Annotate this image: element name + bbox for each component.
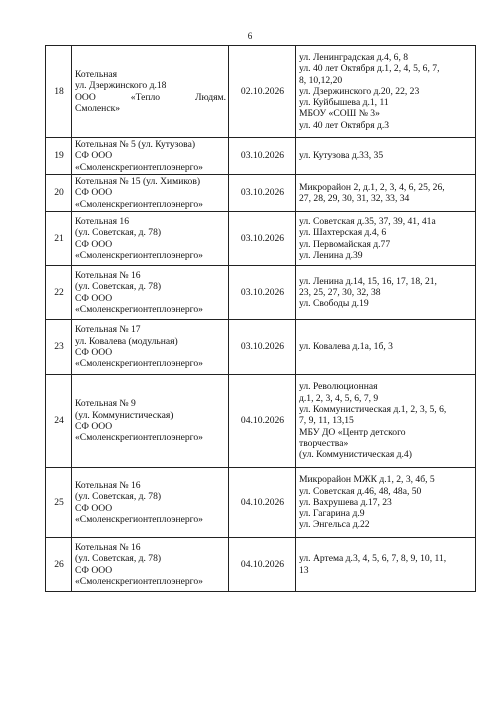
shutdown-date: 04.10.2026 [229, 375, 296, 468]
text-line: Котельная № 16 [75, 269, 141, 281]
shutdown-date: 02.10.2026 [229, 46, 296, 138]
table-row [46, 320, 476, 375]
row-number: 21 [46, 212, 72, 266]
text-line: ул. 40 лет Октября д.3 [299, 119, 390, 131]
text-line: 7, 9, 11, 13,15 [299, 415, 354, 427]
row-number: 25 [46, 468, 72, 538]
row-number: 23 [46, 320, 72, 375]
text-line: ул. Революционная [299, 381, 378, 393]
boiler-house-cell [72, 266, 229, 320]
text-line: СФ ООО [75, 347, 113, 358]
table-row [46, 138, 476, 175]
text-line: (ул. Советская, д. 78) [75, 491, 162, 503]
addresses-cell [296, 46, 476, 138]
page-number: 6 [247, 31, 253, 41]
text-line: (ул. Советская, д. 78) [75, 553, 162, 565]
addresses-cell [296, 266, 476, 320]
text-line: ул. Советская д.46, 48, 48а, 50 [299, 485, 422, 497]
text-line: ул. Коммунистическая д.1, 2, 3, 5, 6, [299, 404, 447, 416]
text-line: Котельная № 9 [75, 398, 136, 410]
shutdown-date: 03.10.2026 [229, 320, 296, 375]
text-line: ул. Вахрушева д.17, 23 [299, 496, 392, 508]
text-line: 8, 10,12,20 [299, 74, 343, 86]
text-word: Людям. [195, 91, 226, 103]
text-line: СФ ООО [75, 564, 113, 576]
table-row [46, 468, 476, 538]
text-line: Микрорайон 2, д.1, 2, 3, 4, 6, 25, 26, [299, 181, 445, 193]
addresses-cell [296, 375, 476, 468]
boiler-house-cell [72, 538, 229, 592]
shutdown-date: 03.10.2026 [229, 212, 296, 266]
boiler-house-cell [72, 320, 229, 375]
row-number: 22 [46, 266, 72, 320]
text-line: ул. Ленина д.14, 15, 16, 17, 18, 21, [299, 275, 437, 287]
text-line: Котельная 16 [75, 215, 130, 227]
text-line: «Смоленскрегионтеплоэнерго» [75, 303, 203, 315]
shutdown-date: 04.10.2026 [229, 538, 296, 592]
addresses-cell [296, 468, 476, 538]
text-line: (ул. Коммунистическая д.4) [299, 449, 412, 461]
text-line: ул. Первомайская д.77 [299, 238, 391, 250]
text-line: «Смоленскрегионтеплоэнерго» [75, 358, 203, 370]
text-line: СФ ООО [75, 187, 113, 199]
row-number: 19 [46, 138, 72, 175]
table-row [46, 538, 476, 592]
text-line: СФ ООО [75, 502, 113, 514]
text-line: СФ ООО [75, 238, 113, 250]
text-line: «Смоленскрегионтеплоэнерго» [75, 198, 203, 210]
text-line: ул. Гагарина д.9 [299, 508, 365, 520]
text-line: СФ ООО [75, 421, 113, 432]
shutdown-date: 03.10.2026 [229, 175, 296, 212]
row-number: 20 [46, 175, 72, 212]
shutdown-date: 04.10.2026 [229, 468, 296, 538]
text-line: Микрорайон МЖК д.1, 2, 3, 4б, 5 [299, 474, 435, 486]
boiler-house-cell [72, 138, 229, 175]
text-line: МБОУ «СОШ № 3» [299, 108, 380, 120]
text-line: (ул. Коммунистическая) [75, 409, 174, 421]
text-line: «Смоленскрегионтеплоэнерго» [75, 513, 203, 525]
boiler-house-cell [72, 468, 229, 538]
addresses-cell [296, 538, 476, 592]
text-line: МБУ ДО «Центр детского [299, 426, 406, 438]
row-number: 18 [46, 46, 72, 138]
table-row [46, 46, 476, 138]
text-line: (ул. Советская, д. 78) [75, 281, 162, 293]
text-line: ул. Куйбышева д.1, 11 [299, 97, 389, 109]
text-line: ул. 40 лет Октября д.1, 2, 4, 5, 6, 7, [299, 63, 440, 75]
text-line: 27, 28, 29, 30, 31, 32, 33, 34 [299, 193, 410, 204]
heating-schedule-table [45, 45, 476, 592]
text-line: Котельная № 15 (ул. Химиков) [75, 176, 201, 188]
shutdown-date: 03.10.2026 [229, 266, 296, 320]
text-line: 13 [299, 564, 309, 576]
table-row [46, 375, 476, 468]
text-line: «Смоленскрегионтеплоэнерго» [75, 249, 203, 261]
boiler-house-cell [72, 375, 229, 468]
text-line: «Смоленскрегионтеплоэнерго» [75, 575, 203, 587]
text-line: ул. Кутузова д.33, 35 [299, 150, 384, 162]
text-line: ул. Ленина д.39 [299, 249, 363, 261]
text-line: (ул. Советская, д. 78) [75, 227, 162, 239]
text-line: Смоленск» [75, 102, 121, 114]
boiler-house-cell [72, 46, 229, 138]
addresses-cell [296, 320, 476, 375]
text-line: СФ ООО [75, 292, 113, 304]
text-line: Котельная № 16 [75, 541, 141, 553]
text-line: ул. Шахтерская д.4, 6 [299, 227, 387, 239]
table-row [46, 175, 476, 212]
boiler-house-cell [72, 212, 229, 266]
text-line: СФ ООО [75, 150, 113, 162]
text-word: «Тепло [130, 91, 161, 103]
addresses-cell [296, 138, 476, 175]
text-line: ул. Ковалева (модульная) [75, 335, 178, 347]
text-line: ул. Свободы д.19 [299, 298, 369, 310]
text-line: творчества» [299, 437, 349, 449]
text-line: «Смоленскрегионтеплоэнерго» [75, 161, 203, 173]
text-line [75, 92, 226, 103]
text-line: Котельная № 16 [75, 479, 141, 491]
text-line: ул. Артема д.3, 4, 5, 6, 7, 8, 9, 10, 11, [299, 553, 447, 565]
text-line: «Смоленскрегионтеплоэнерго» [75, 432, 203, 444]
text-line: Котельная № 5 (ул. Кутузова) [75, 139, 196, 151]
text-line: 23, 25, 27, 30, 32, 38 [299, 286, 381, 298]
text-line: ул. Дзержинского д.20, 22, 23 [299, 85, 420, 97]
addresses-cell [296, 212, 476, 266]
text-line: ул. Ковалева д.1а, 1б, 3 [299, 341, 393, 353]
text-word: ООО [75, 91, 96, 103]
text-line: Котельная [75, 68, 118, 80]
text-line: ул. Энгельса д.22 [299, 519, 370, 531]
addresses-cell [296, 175, 476, 212]
row-number: 26 [46, 538, 72, 592]
table-row [46, 266, 476, 320]
text-line: ул. Дзержинского д.18 [75, 80, 167, 92]
text-line: Котельная № 17 [75, 324, 141, 336]
table-row [46, 212, 476, 266]
text-line: д.1, 2, 3, 4, 5, 6, 7, 9 [299, 392, 379, 404]
shutdown-date: 03.10.2026 [229, 138, 296, 175]
boiler-house-cell [72, 175, 229, 212]
text-line: ул. Советская д.35, 37, 39, 41, 41а [299, 215, 436, 227]
text-line: ул. Ленинградская д.4, 6, 8 [299, 51, 409, 63]
row-number: 24 [46, 375, 72, 468]
